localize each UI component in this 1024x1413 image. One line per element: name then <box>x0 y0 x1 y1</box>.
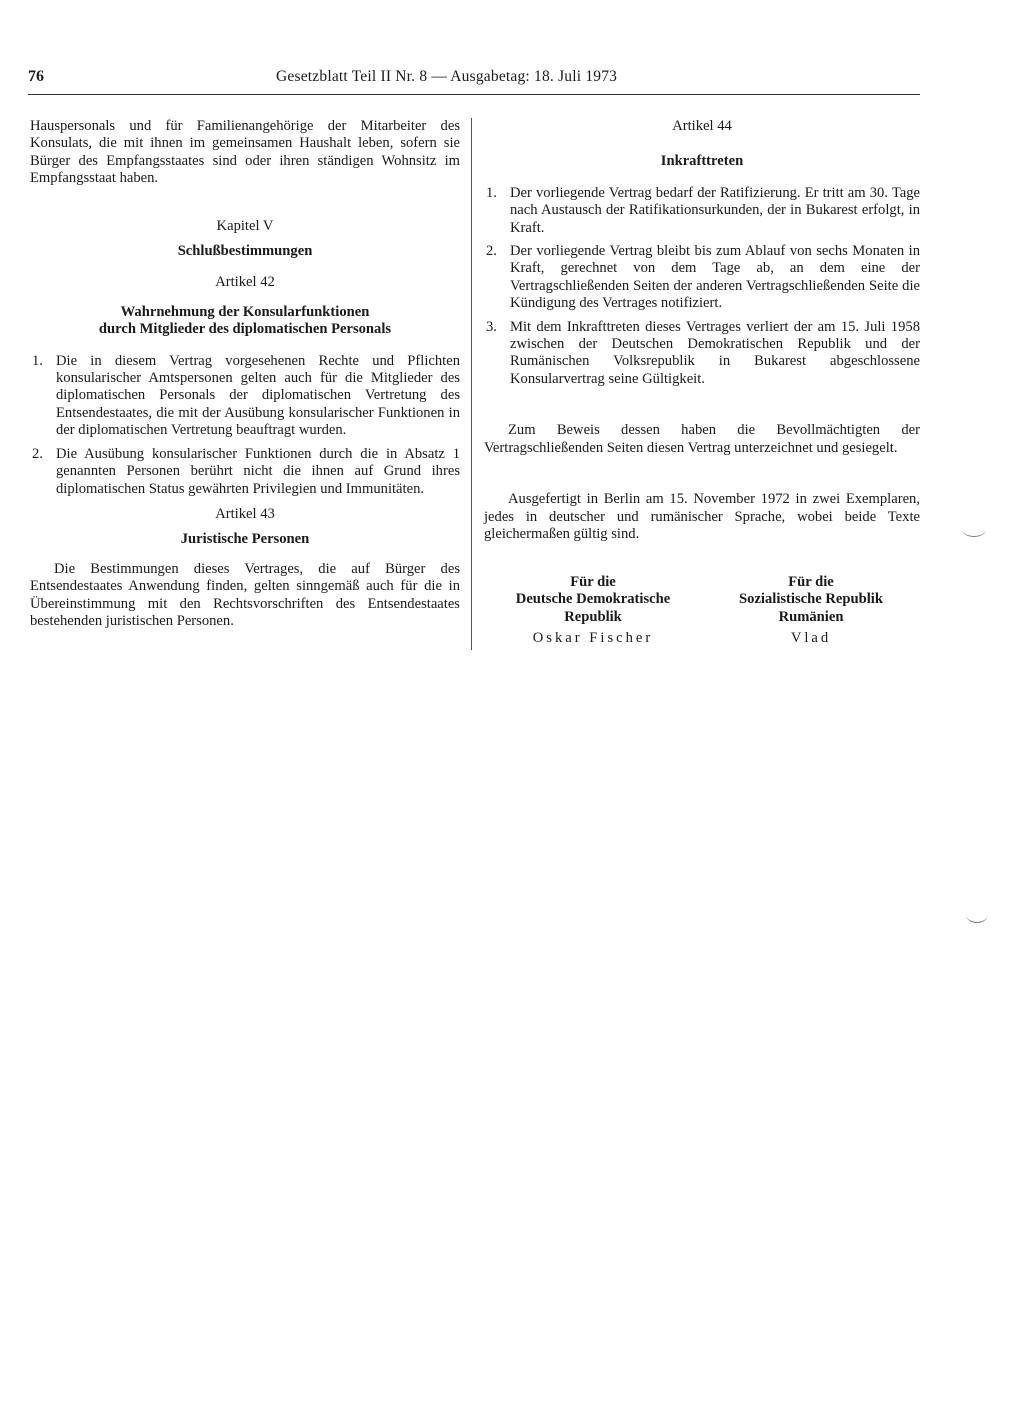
continued-paragraph: Hauspersonals und für Familienangehörige der Mitarbeiter des Konsulats, die mit ihnen im gemeinsamen Haushalt leben, sofern sie Bürger des Empfangsstaates sind oder ihren ständigen Wohnsitz im Empfangsstaat haben. <box>30 118 460 187</box>
article-43-title: Juristische Personen <box>180 531 310 548</box>
article-42-label: Artikel 42 <box>215 274 275 291</box>
item-text: Der vorliegende Vertrag bedarf der Ratifizierung. Er tritt am 30. Tage nach Austausch der Ratifikationsurkunden, der in Bukarest erfolgt, in Kraft. <box>510 184 920 236</box>
margin-pen-mark <box>962 522 986 537</box>
item-number: 2. <box>486 243 497 260</box>
execution-clause: Ausgefertigt in Berlin am 15. November 1972 in zwei Exemplaren, jedes in deutscher und rumänischer Sprache, wobei beide Texte gleichermaßen gültig sind. <box>484 491 920 542</box>
column-divider <box>471 118 472 650</box>
item-text: Die in diesem Vertrag vorgesehenen Rechte und Pflichten konsularischer Amtspersonen gelten auch für die Mitglieder des diplomatischen Personals der diplomatischen Vertretung des Entsendestaates, die mit der Ausübung konsularischer Funktionen in der diplomatischen Vertretung beauftragt wurden. <box>56 352 460 439</box>
left-column <box>30 118 460 630</box>
article-43-text: Die Bestimmungen dieses Vertrages, die auf Bürger des Entsendestaates Anwendung finden, gelten sinngemäß auch für die in Übereinstimmung mit den Rechtsvorschriften des Entsendestaates bestehenden juristischen Personen. <box>30 560 460 629</box>
witness-clause: Zum Beweis dessen haben die Bevollmächtigten der Vertragschließenden Seiten diesen Vertrag unterzeichnet und gesiegelt. <box>484 422 920 456</box>
article-44-title: Inkrafttreten <box>660 153 744 170</box>
item-text: Der vorliegende Vertrag bleibt bis zum Ablauf von sechs Monaten in Kraft, gerechnet von dem Tage ab, an dem eine der Vertragschließenden Seiten der anderen Vertragschließenden Seite die Kündigung des Vertrages notifiziert. <box>510 243 920 312</box>
article-44-item-2 <box>484 243 920 313</box>
item-text: Mit dem Inkrafttreten dieses Vertrages verliert der am 15. Juli 1958 zwischen der Deutschen Demokratischen Republik und der Rumänischen Volksrepublik in Bukarest abgeschlossene Konsularvertrag seine Gültigkeit. <box>510 318 920 387</box>
signature-state-line: Sozialistische Republik <box>739 591 883 608</box>
article-44-label: Artikel 44 <box>672 118 732 134</box>
signature-for-label: Für die <box>570 574 616 590</box>
signatory-name: Vlad <box>790 630 832 647</box>
article-42-item-2 <box>30 446 460 498</box>
margin-pen-mark <box>966 906 988 923</box>
item-number: 3. <box>486 318 497 335</box>
article-42-title-line-1: Wahrnehmung der Konsularfunktionen <box>120 303 370 320</box>
article-44-item-1 <box>484 185 920 237</box>
signature-state-line: Republik <box>564 608 622 625</box>
right-column <box>484 118 920 543</box>
page-header <box>28 68 920 94</box>
signature-for-label: Für die <box>788 574 834 590</box>
article-42-title-line-2: durch Mitglieder des diplomatischen Personals <box>98 321 392 338</box>
article-44-item-3 <box>484 319 920 389</box>
page-number: 76 <box>28 68 44 85</box>
item-number: 1. <box>32 352 43 369</box>
signatory-name: Oskar Fischer <box>532 630 654 647</box>
item-text: Die Ausübung konsularischer Funktionen durch die in Absatz 1 genannten Personen berührt nicht die ihnen auf Grund ihres diplomatischen Status gewährten Privilegien und Immunitäten. <box>56 445 460 497</box>
item-number: 1. <box>486 184 497 201</box>
article-42-item-1 <box>30 353 460 440</box>
article-43-label: Artikel 43 <box>215 505 275 522</box>
header-rule <box>28 94 920 95</box>
chapter-label: Kapitel V <box>216 217 274 234</box>
signature-block-romania <box>706 574 916 648</box>
signature-state-line: Deutsche Demokratische <box>515 591 671 608</box>
signature-block-gdr <box>488 574 698 648</box>
item-number: 2. <box>32 445 43 462</box>
chapter-title: Schlußbestimmungen <box>177 243 313 260</box>
running-title: Gesetzblatt Teil II Nr. 8 — Ausgabetag: 18. Juli 1973 <box>276 68 618 85</box>
signature-state-line: Rumänien <box>778 608 844 625</box>
